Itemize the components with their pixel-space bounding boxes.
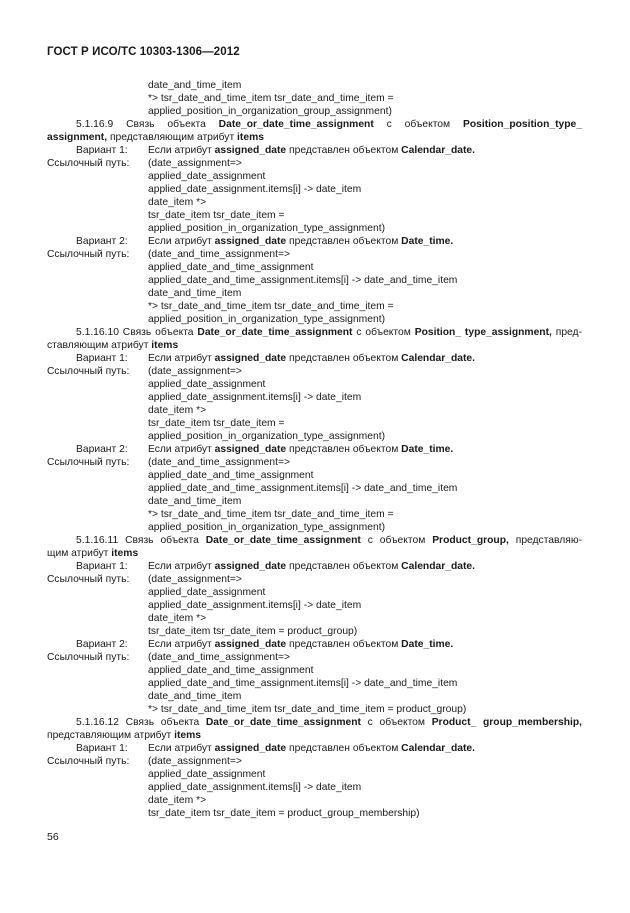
line-text: applied_date_and_time_assignment	[148, 262, 314, 273]
reference-path-label: Ссылочный путь:	[47, 249, 130, 260]
document-line	[0, 469, 630, 482]
document-line	[0, 222, 630, 235]
bold-term: items	[237, 132, 264, 143]
document-line	[0, 105, 630, 118]
line-text: applied_position_in_organization_group_assignment)	[148, 106, 392, 117]
document-line	[0, 235, 630, 248]
document-line	[0, 339, 630, 352]
line-text: Если атрибут assigned_date представлен объектом Calendar_date.	[148, 743, 475, 754]
line-text: Если атрибут assigned_date представлен объектом Calendar_date.	[148, 561, 475, 572]
line-text: date_and_time_item	[148, 691, 242, 702]
section-heading-text: 5.1.16.11 Связь объекта Date_or_date_time_assignment с объектом Product_group, представляю-	[76, 535, 583, 546]
line-text: applied_date_assignment	[148, 171, 266, 182]
line-text: ставляющим атрибут items	[47, 340, 179, 351]
bold-term: Date_or_date_time_assignment	[205, 535, 361, 546]
document-line	[0, 768, 630, 781]
line-text: date_and_time_item	[148, 288, 242, 299]
bold-term: assigned_date	[214, 743, 287, 754]
line-text: date_item *>	[148, 405, 207, 416]
document-line	[0, 326, 630, 339]
reference-path-label: Ссылочный путь:	[47, 457, 130, 468]
line-text: date_and_time_item	[148, 496, 242, 507]
line-text: Если атрибут assigned_date представлен объектом Date_time.	[148, 444, 454, 455]
document-line	[0, 365, 630, 378]
document-line	[0, 534, 630, 547]
bold-term: Date_or_date_time_assignment	[205, 717, 361, 728]
variant-label: Вариант 1:	[76, 743, 128, 754]
document-line	[0, 131, 630, 144]
document-header: ГОСТ Р ИСО/ТС 10303-1306—2012	[47, 46, 240, 58]
bold-term: Position_position_type_	[462, 119, 582, 130]
bold-term: Date_or_date_time_assignment	[197, 327, 353, 338]
reference-path-label: Ссылочный путь:	[47, 574, 130, 585]
document-line	[0, 690, 630, 703]
line-text: applied_date_assignment	[148, 587, 266, 598]
bold-term: Product_group,	[432, 535, 509, 546]
bold-term: Position_ type_assignment,	[414, 327, 552, 338]
document-line	[0, 807, 630, 820]
document-line	[0, 664, 630, 677]
line-text: applied_position_in_organization_type_assignment)	[148, 431, 385, 442]
bold-term: items	[174, 730, 201, 741]
document-line	[0, 612, 630, 625]
document-line	[0, 274, 630, 287]
document-line	[0, 170, 630, 183]
document-line	[0, 755, 630, 768]
document-line	[0, 729, 630, 742]
variant-label: Вариант 1:	[76, 145, 128, 156]
bold-term: assigned_date	[214, 561, 287, 572]
bold-term: assigned_date	[214, 145, 287, 156]
line-text: tsr_date_item tsr_date_item = product_group_membership)	[148, 808, 420, 819]
line-text: applied_date_and_time_assignment	[148, 470, 314, 481]
line-text: applied_date_assignment	[148, 769, 266, 780]
document-line	[0, 287, 630, 300]
document-line	[0, 118, 630, 131]
bold-term: assigned_date	[214, 639, 287, 650]
document-line	[0, 144, 630, 157]
line-text: assignment, представляющим атрибут items	[47, 132, 264, 143]
line-text: Если атрибут assigned_date представлен объектом Date_time.	[148, 236, 454, 247]
document-line	[0, 157, 630, 170]
document-line	[0, 417, 630, 430]
document-line	[0, 430, 630, 443]
document-line	[0, 781, 630, 794]
line-text: date_item *>	[148, 613, 207, 624]
reference-path-label: Ссылочный путь:	[47, 756, 130, 767]
document-line	[0, 508, 630, 521]
variant-label: Вариант 1:	[76, 561, 128, 572]
bold-term: Calendar_date.	[401, 743, 475, 754]
document-line	[0, 352, 630, 365]
line-text: applied_date_and_time_assignment.items[i] -> date_and_time_item	[148, 275, 458, 286]
line-text: (date_assignment=>	[148, 574, 242, 585]
line-text: applied_position_in_organization_type_assignment)	[148, 522, 385, 533]
line-text: (date_and_time_assignment=>	[148, 652, 290, 663]
line-text: (date_and_time_assignment=>	[148, 249, 290, 260]
line-text: Если атрибут assigned_date представлен объектом Calendar_date.	[148, 353, 475, 364]
bold-term: items	[151, 340, 179, 351]
section-heading-text: 5.1.16.10 Связь объекта Date_or_date_time_assignment с объектом Position_ type_assignment, пред-	[76, 327, 582, 338]
document-line	[0, 261, 630, 274]
document-line	[0, 300, 630, 313]
line-text: applied_date_assignment.items[i] -> date_item	[148, 184, 362, 195]
line-text: *> tsr_date_and_time_item tsr_date_and_time_item = product_group)	[148, 704, 467, 715]
line-text: applied_position_in_organization_type_assignment)	[148, 223, 385, 234]
line-text: tsr_date_item tsr_date_item =	[148, 210, 285, 221]
document-line	[0, 456, 630, 469]
document-line	[0, 638, 630, 651]
line-text: tsr_date_item tsr_date_item =	[148, 418, 285, 429]
document-line	[0, 443, 630, 456]
document-line	[0, 313, 630, 326]
document-line	[0, 482, 630, 495]
bold-term: Calendar_date.	[401, 561, 475, 572]
variant-label: Вариант 1:	[76, 353, 128, 364]
reference-path-label: Ссылочный путь:	[47, 158, 130, 169]
line-text: Если атрибут assigned_date представлен объектом Calendar_date.	[148, 145, 475, 156]
line-text: *> tsr_date_and_time_item tsr_date_and_time_item =	[148, 93, 394, 104]
line-text: (date_assignment=>	[148, 158, 242, 169]
variant-label: Вариант 2:	[76, 236, 128, 247]
document-line	[0, 248, 630, 261]
line-text: (date_assignment=>	[148, 366, 242, 377]
bold-term: assignment,	[47, 132, 108, 143]
reference-path-label: Ссылочный путь:	[47, 652, 130, 663]
document-line	[0, 196, 630, 209]
line-text: *> tsr_date_and_time_item tsr_date_and_time_item =	[148, 301, 394, 312]
document-line	[0, 586, 630, 599]
bold-term: Calendar_date.	[401, 353, 475, 364]
document-line	[0, 547, 630, 560]
document-line	[0, 742, 630, 755]
bold-term: assigned_date	[214, 444, 287, 455]
document-line	[0, 716, 630, 729]
document-line	[0, 703, 630, 716]
document-line	[0, 625, 630, 638]
document-line	[0, 79, 630, 92]
page-number: 56	[47, 831, 59, 843]
document-body	[0, 79, 630, 820]
line-text: applied_date_and_time_assignment	[148, 665, 314, 676]
line-text: Если атрибут assigned_date представлен объектом Date_time.	[148, 639, 454, 650]
bold-term: Product_ group_membership,	[431, 717, 582, 728]
document-line	[0, 404, 630, 417]
document-line	[0, 651, 630, 664]
line-text: date_and_time_item	[148, 80, 242, 91]
bold-term: Calendar_date.	[401, 145, 475, 156]
section-heading-text: 5.1.16.9 Связь объекта Date_or_date_time_assignment с объектом Position_position_type_	[76, 119, 582, 130]
line-text: applied_date_and_time_assignment.items[i] -> date_and_time_item	[148, 678, 458, 689]
bold-term: Date_time.	[401, 639, 454, 650]
bold-term: items	[111, 548, 139, 559]
line-text: applied_date_assignment.items[i] -> date_item	[148, 392, 362, 403]
bold-term: Date_time.	[401, 444, 454, 455]
document-line	[0, 495, 630, 508]
variant-label: Вариант 2:	[76, 639, 128, 650]
bold-term: Date_or_date_time_assignment	[218, 119, 374, 130]
bold-term: assigned_date	[214, 236, 287, 247]
document-line	[0, 391, 630, 404]
line-text: applied_date_assignment.items[i] -> date_item	[148, 600, 362, 611]
section-heading-text: 5.1.16.12 Связь объекта Date_or_date_time_assignment с объектом Product_ group_membership,	[76, 717, 582, 728]
document-line	[0, 794, 630, 807]
line-text: (date_assignment=>	[148, 756, 242, 767]
line-text: applied_date_assignment	[148, 379, 266, 390]
document-line	[0, 677, 630, 690]
line-text: *> tsr_date_and_time_item tsr_date_and_time_item =	[148, 509, 394, 520]
document-line	[0, 378, 630, 391]
line-text: date_item *>	[148, 795, 207, 806]
document-line	[0, 573, 630, 586]
line-text: applied_date_and_time_assignment.items[i] -> date_and_time_item	[148, 483, 458, 494]
bold-term: assigned_date	[214, 353, 287, 364]
line-text: (date_and_time_assignment=>	[148, 457, 290, 468]
document-line	[0, 560, 630, 573]
reference-path-label: Ссылочный путь:	[47, 366, 130, 377]
line-text: date_item *>	[148, 197, 207, 208]
document-line	[0, 521, 630, 534]
line-text: представляющим атрибут items	[47, 730, 201, 741]
document-line	[0, 183, 630, 196]
line-text: tsr_date_item tsr_date_item = product_group)	[148, 626, 358, 637]
bold-term: Date_time.	[401, 236, 454, 247]
document-line	[0, 599, 630, 612]
document-line	[0, 209, 630, 222]
document-line	[0, 92, 630, 105]
line-text: щим атрибут items	[47, 548, 139, 559]
line-text: applied_date_assignment.items[i] -> date_item	[148, 782, 362, 793]
variant-label: Вариант 2:	[76, 444, 128, 455]
line-text: applied_position_in_organization_type_assignment)	[148, 314, 385, 325]
